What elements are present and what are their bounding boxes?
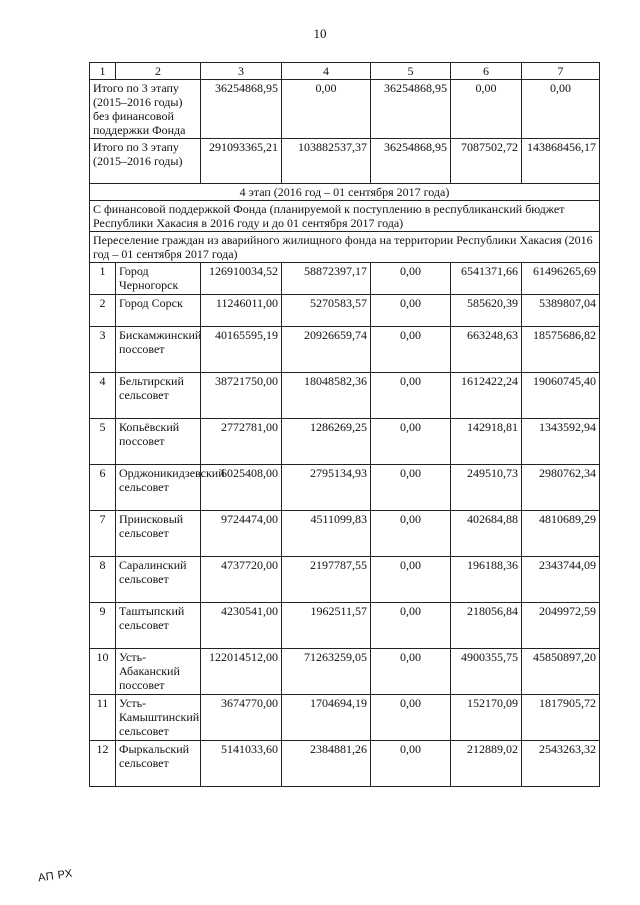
resettlement-text: Переселение граждан из аварийного жилищного фонда на территории Республики Хакасия (2016 год – 01 сентября 2017 года) [90, 232, 600, 263]
row-cell: 0,00 [371, 695, 451, 741]
summary-cell: 291093365,21 [201, 139, 282, 184]
row-name: Копьёвский поссовет [116, 419, 201, 465]
row-name: Бискамжинский поссовет [116, 327, 201, 373]
row-cell: 585620,39 [451, 295, 522, 327]
row-name: Фыркальский сельсовет [116, 741, 201, 787]
row-cell: 0,00 [371, 295, 451, 327]
row-number: 2 [90, 295, 116, 327]
row-number: 9 [90, 603, 116, 649]
row-name: Бельтирский сельсовет [116, 373, 201, 419]
header-cell: 2 [116, 63, 201, 80]
header-cell: 6 [451, 63, 522, 80]
row-cell: 1817905,72 [522, 695, 600, 741]
summary-name: Итого по 3 этапу (2015–2016 годы) без финансовой поддержки Фонда [90, 80, 201, 139]
row-cell: 4810689,29 [522, 511, 600, 557]
row-cell: 40165595,19 [201, 327, 282, 373]
summary-cell: 103882537,37 [282, 139, 371, 184]
row-cell: 2384881,26 [282, 741, 371, 787]
row-cell: 2197787,55 [282, 557, 371, 603]
summary-cell: 143868456,17 [522, 139, 600, 184]
stage-row [90, 184, 600, 201]
row-cell: 1612422,24 [451, 373, 522, 419]
budget-table [89, 62, 600, 787]
table-row [90, 649, 600, 695]
row-cell: 38721750,00 [201, 373, 282, 419]
row-name: Саралинский сельсовет [116, 557, 201, 603]
row-cell: 663248,63 [451, 327, 522, 373]
row-number: 6 [90, 465, 116, 511]
summary-cell: 36254868,95 [371, 139, 451, 184]
row-cell: 18575686,82 [522, 327, 600, 373]
row-cell: 249510,73 [451, 465, 522, 511]
row-cell: 4230541,00 [201, 603, 282, 649]
table-body [90, 63, 600, 787]
row-cell: 1704694,19 [282, 695, 371, 741]
row-cell: 5270583,57 [282, 295, 371, 327]
row-cell: 2772781,00 [201, 419, 282, 465]
summary-cell: 36254868,95 [371, 80, 451, 139]
row-number: 10 [90, 649, 116, 695]
summary-cell: 0,00 [522, 80, 600, 139]
row-cell: 2980762,34 [522, 465, 600, 511]
row-cell: 3674770,00 [201, 695, 282, 741]
header-cell: 3 [201, 63, 282, 80]
stage-title: 4 этап (2016 год – 01 сентября 2017 года) [90, 184, 600, 201]
summary-cell: 0,00 [282, 80, 371, 139]
header-cell: 7 [522, 63, 600, 80]
row-cell: 2049972,59 [522, 603, 600, 649]
stamp-mark: АП РХ [37, 867, 74, 885]
table-row [90, 465, 600, 511]
row-cell: 0,00 [371, 263, 451, 295]
table-row [90, 603, 600, 649]
row-cell: 2543263,32 [522, 741, 600, 787]
row-cell: 126910034,52 [201, 263, 282, 295]
row-cell: 6025408,00 [201, 465, 282, 511]
table-row [90, 327, 600, 373]
row-cell: 1343592,94 [522, 419, 600, 465]
header-cell: 4 [282, 63, 371, 80]
row-cell: 61496265,69 [522, 263, 600, 295]
row-cell: 71263259,05 [282, 649, 371, 695]
table-row [90, 419, 600, 465]
fund-support-row [90, 201, 600, 232]
summary-cell: 36254868,95 [201, 80, 282, 139]
row-cell: 58872397,17 [282, 263, 371, 295]
resettlement-row [90, 232, 600, 263]
summary-cell: 0,00 [451, 80, 522, 139]
row-name: Город Черногорск [116, 263, 201, 295]
row-name: Таштыпский сельсовет [116, 603, 201, 649]
row-number: 12 [90, 741, 116, 787]
row-cell: 2795134,93 [282, 465, 371, 511]
table-row [90, 295, 600, 327]
row-cell: 11246011,00 [201, 295, 282, 327]
row-cell: 20926659,74 [282, 327, 371, 373]
row-cell: 5141033,60 [201, 741, 282, 787]
summary-cell: 7087502,72 [451, 139, 522, 184]
row-cell: 4511099,83 [282, 511, 371, 557]
row-cell: 0,00 [371, 465, 451, 511]
summary-name: Итого по 3 этапу (2015–2016 годы) [90, 139, 201, 184]
row-number: 8 [90, 557, 116, 603]
row-cell: 4737720,00 [201, 557, 282, 603]
row-cell: 5389807,04 [522, 295, 600, 327]
row-name: Город Сорск [116, 295, 201, 327]
row-cell: 0,00 [371, 603, 451, 649]
row-cell: 0,00 [371, 557, 451, 603]
row-cell: 1962511,57 [282, 603, 371, 649]
fund-support-text: С финансовой поддержкой Фонда (планируемой к поступлению в республиканский бюджет Республики Хакасия в 2016 году и до 01 сентября 2017 года) [90, 201, 600, 232]
row-cell: 142918,81 [451, 419, 522, 465]
row-cell: 152170,09 [451, 695, 522, 741]
row-name: Приисковый сельсовет [116, 511, 201, 557]
row-cell: 6541371,66 [451, 263, 522, 295]
table-row [90, 741, 600, 787]
row-cell: 2343744,09 [522, 557, 600, 603]
row-number: 3 [90, 327, 116, 373]
row-number: 5 [90, 419, 116, 465]
row-cell: 212889,02 [451, 741, 522, 787]
row-cell: 18048582,36 [282, 373, 371, 419]
row-cell: 402684,88 [451, 511, 522, 557]
summary-row [90, 80, 600, 139]
header-row [90, 63, 600, 80]
table-row [90, 695, 600, 741]
header-cell: 5 [371, 63, 451, 80]
row-cell: 0,00 [371, 373, 451, 419]
row-number: 7 [90, 511, 116, 557]
row-number: 11 [90, 695, 116, 741]
row-cell: 218056,84 [451, 603, 522, 649]
table-row [90, 511, 600, 557]
row-cell: 0,00 [371, 741, 451, 787]
row-cell: 0,00 [371, 511, 451, 557]
row-cell: 45850897,20 [522, 649, 600, 695]
row-cell: 122014512,00 [201, 649, 282, 695]
row-cell: 0,00 [371, 649, 451, 695]
table-row [90, 263, 600, 295]
row-cell: 4900355,75 [451, 649, 522, 695]
table-row [90, 557, 600, 603]
page-number: 10 [313, 26, 327, 41]
table-row [90, 373, 600, 419]
row-cell: 9724474,00 [201, 511, 282, 557]
row-cell: 0,00 [371, 327, 451, 373]
row-cell: 0,00 [371, 419, 451, 465]
header-cell: 1 [90, 63, 116, 80]
row-name: Орджоникидзевский сельсовет [116, 465, 201, 511]
row-name: Усть-Абаканский поссовет [116, 649, 201, 695]
row-number: 4 [90, 373, 116, 419]
row-number: 1 [90, 263, 116, 295]
row-cell: 19060745,40 [522, 373, 600, 419]
row-cell: 1286269,25 [282, 419, 371, 465]
row-name: Усть-Камыштинский сельсовет [116, 695, 201, 741]
summary-row [90, 139, 600, 184]
row-cell: 196188,36 [451, 557, 522, 603]
